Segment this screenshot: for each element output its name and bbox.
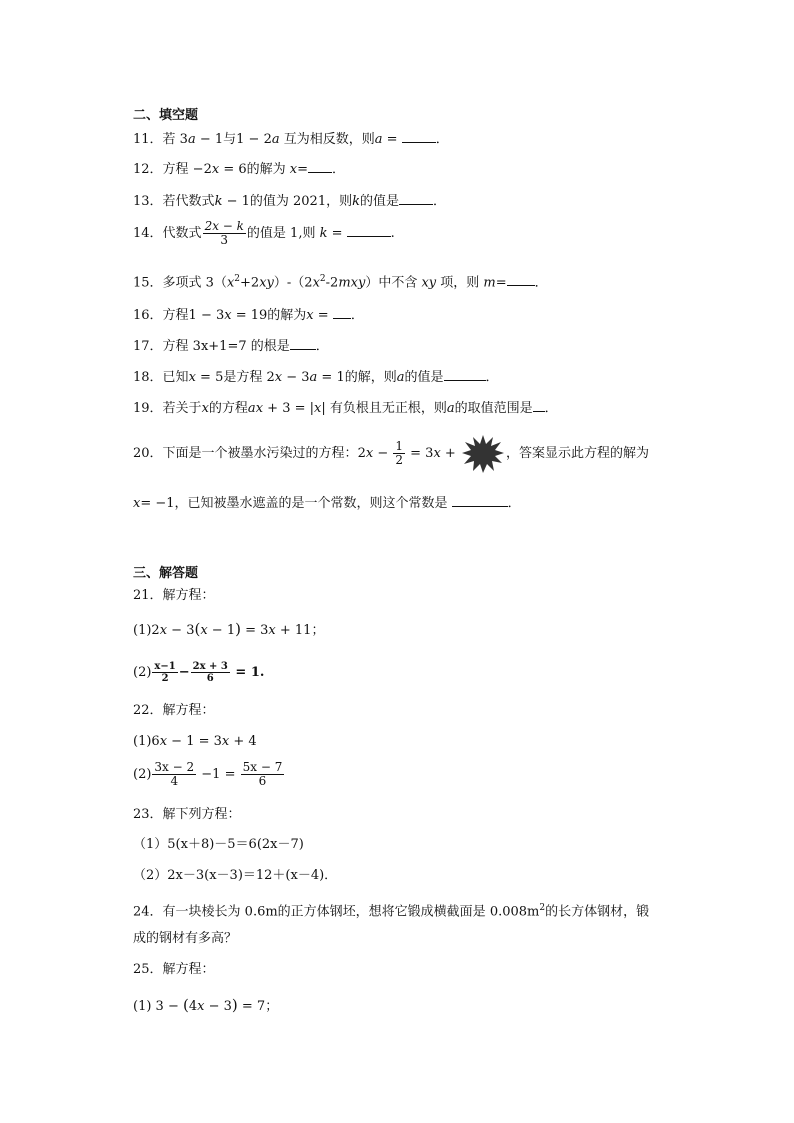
q21-text: 解方程：	[162, 588, 215, 603]
var-a: a	[187, 132, 196, 147]
q16-text: = 19的解为	[231, 308, 307, 323]
q11-text: − 1与1 − 2	[195, 132, 272, 147]
answer-blank[interactable]	[533, 399, 545, 412]
var-a: a	[271, 132, 280, 147]
fraction-denominator: 2	[395, 453, 403, 467]
q20-text: ．	[507, 496, 521, 511]
question-23	[133, 806, 241, 824]
q20-expr: 2	[357, 446, 366, 461]
q20-text: 下面是一个被墨水污染过的方程：	[162, 446, 358, 461]
q11-text: 若 3	[162, 132, 188, 147]
question-number: 12．	[133, 162, 163, 177]
question-21	[133, 587, 215, 605]
question-22-part-2	[133, 759, 285, 791]
q21-expr: (1)2	[133, 623, 160, 638]
q25-expr: 4	[188, 999, 198, 1014]
q11-text: =	[382, 132, 402, 147]
var-a: a	[247, 401, 256, 416]
var-x: x	[224, 308, 232, 323]
q12-text: =	[297, 162, 308, 177]
question-number: 14．	[133, 226, 163, 241]
question-12	[133, 160, 345, 179]
question-20	[133, 434, 649, 474]
q21-expr: (2)	[133, 665, 152, 680]
fraction-denominator: 2	[161, 673, 169, 684]
question-24	[133, 899, 649, 921]
answer-blank[interactable]	[290, 337, 316, 350]
q16-text: 方程1 − 3	[162, 308, 225, 323]
paren-close: )	[231, 996, 238, 1014]
question-number: 11．	[133, 132, 163, 147]
q21-expr: − 1	[207, 623, 236, 638]
question-number: 22．	[133, 703, 163, 718]
q20-text: = −1，已知被墨水遮盖的是一个常数，则这个常数是	[140, 496, 452, 511]
minus-sign: −	[178, 665, 190, 680]
var-a: a	[309, 370, 318, 385]
question-24-continued	[133, 930, 237, 948]
question-number: 16．	[133, 308, 163, 323]
question-16	[133, 306, 364, 325]
q22-text: 解方程：	[162, 703, 215, 718]
fraction	[152, 761, 196, 788]
q25-expr: (1) 3 −	[133, 999, 183, 1014]
fraction	[203, 220, 246, 247]
fraction-denominator: 3	[220, 233, 229, 247]
fraction-numerator: 2x + 3	[192, 661, 228, 672]
q15-text: -2	[325, 275, 339, 291]
q13-text: ．	[433, 194, 447, 209]
q22-expr: −1 =	[197, 767, 240, 782]
q12-text: ．	[332, 162, 346, 177]
q14-text: 的值是 1,则	[246, 226, 320, 241]
var-xy: xy	[421, 275, 437, 291]
q20-expr: +	[440, 446, 460, 461]
question-13	[133, 192, 446, 211]
fraction-numerator: 1	[395, 439, 403, 453]
question-number: 13．	[133, 194, 163, 209]
var-x: x	[197, 999, 205, 1014]
var-x: x	[255, 401, 264, 416]
var-mxy: mxy	[338, 275, 366, 291]
q14-text: 代数式	[162, 226, 202, 241]
answer-blank[interactable]	[507, 273, 535, 286]
answer-blank[interactable]	[444, 368, 486, 381]
answer-blank[interactable]	[333, 306, 351, 319]
var-x: x	[274, 370, 283, 385]
q20-expr: = 3	[406, 446, 434, 461]
q13-text: 的值是	[360, 194, 400, 209]
var-x: x	[306, 308, 314, 323]
q18-text: − 3	[282, 370, 310, 385]
q18-text: 已知	[162, 370, 189, 385]
var-x: x	[159, 734, 168, 749]
q21-expr: = 𝟏.	[230, 665, 265, 680]
var-x: x	[221, 734, 230, 749]
q25-text: 解方程：	[162, 962, 215, 977]
var-x: x	[211, 162, 220, 177]
q11-text: ．	[435, 132, 449, 147]
answer-blank[interactable]	[308, 160, 332, 173]
section-title-fill-in: 二、填空题	[133, 108, 199, 123]
q13-text: 若代数式	[162, 194, 215, 209]
q25-expr: − 3	[204, 999, 232, 1014]
exponent: 2	[539, 903, 546, 913]
q24-text: 的长方体钢材，锻	[545, 904, 650, 920]
q17-text: ．	[315, 339, 329, 354]
q15-text: ．	[534, 275, 548, 291]
q15-text: 多项式 3（	[162, 275, 227, 291]
q15-text: =	[495, 275, 507, 291]
q16-text: =	[313, 308, 333, 323]
q14-text: .	[390, 226, 395, 241]
fraction-numerator: 2x − k	[204, 219, 244, 233]
q20-text: ，答案显示此方程的解为	[505, 446, 649, 461]
fraction	[152, 661, 177, 684]
var-x: x	[201, 401, 209, 416]
q19-text: ．	[544, 401, 558, 416]
question-number: 18．	[133, 370, 163, 385]
var-x: x	[365, 446, 374, 461]
question-number: 20．	[133, 446, 163, 461]
q22-expr: (2)	[133, 767, 152, 782]
exponent: 2	[234, 274, 241, 284]
q15-text: 项，则	[436, 275, 484, 291]
question-18	[133, 368, 499, 387]
fraction-denominator: 4	[170, 774, 179, 788]
question-number: 15．	[133, 275, 163, 291]
question-15	[133, 270, 548, 292]
q11-text: 互为相反数，则	[279, 132, 375, 147]
var-x: x	[188, 370, 196, 385]
q22-expr: + 4	[229, 734, 257, 749]
question-25	[133, 961, 215, 979]
question-number: 19．	[133, 401, 163, 416]
paren-open: (	[182, 996, 189, 1014]
q18-text: ．	[485, 370, 499, 385]
var-m: m	[483, 275, 496, 291]
var-x: x	[159, 623, 168, 638]
var-x: x	[200, 623, 208, 638]
q24-text: 成的钢材有多高？	[133, 931, 238, 946]
var-x: x	[289, 162, 298, 177]
question-number: 21．	[133, 588, 163, 603]
q14-text: =	[327, 226, 347, 241]
fraction	[191, 661, 230, 684]
q20-expr: −	[373, 446, 393, 461]
q13-text: − 1的值为 2021，则	[222, 194, 353, 209]
q15-text: ）中不含	[365, 275, 422, 291]
var-k: k	[352, 194, 360, 209]
fraction	[393, 440, 405, 467]
q21-expr: + 11；	[275, 623, 325, 638]
var-x: x	[314, 401, 322, 416]
q16-text: ．	[350, 308, 364, 323]
question-22	[133, 702, 215, 720]
q25-expr: = 7；	[237, 999, 279, 1014]
question-number: 23．	[133, 807, 163, 822]
q23-expr: （2）2x－3(x－3)＝12＋(x－4)．	[133, 868, 338, 883]
question-number: 24．	[133, 904, 163, 920]
var-k: k	[214, 194, 223, 209]
fraction-denominator: 6	[206, 673, 214, 684]
paren-close: )	[235, 620, 241, 638]
ink-blot-icon	[462, 435, 504, 473]
var-a: a	[396, 370, 405, 385]
q23-expr: （1）5(x＋8)－5＝6(2x－7)	[133, 837, 304, 852]
var-a: a	[374, 132, 383, 147]
var-x: x	[268, 623, 276, 638]
q17-text: 方程 3x+1=7 的根是	[162, 339, 290, 354]
var-a: a	[446, 401, 455, 416]
question-21-part-1	[133, 620, 324, 640]
section-title-solve: 三、解答题	[133, 566, 199, 581]
fraction-numerator: 3x − 2	[154, 760, 195, 774]
q18-text: = 1的解，则	[317, 370, 397, 385]
q15-text: ）-（2	[273, 275, 313, 291]
var-xy: xy	[259, 275, 274, 291]
q19-text: 若关于	[162, 401, 202, 416]
q18-text: 的值是	[404, 370, 444, 385]
question-19	[133, 399, 558, 418]
question-11	[133, 130, 449, 149]
var-k: k	[319, 226, 328, 241]
exponent: 2	[319, 274, 326, 284]
question-20-continued	[133, 494, 521, 513]
question-21-part-2	[133, 659, 264, 687]
question-22-part-1	[133, 733, 257, 751]
var-x: x	[312, 275, 320, 291]
var-x: x	[133, 496, 141, 511]
q19-text: 的方程	[208, 401, 248, 416]
fraction-denominator: 6	[258, 774, 267, 788]
q22-expr: − 1 = 3	[167, 734, 222, 749]
answer-blank[interactable]	[402, 130, 436, 143]
var-x: x	[433, 446, 441, 461]
question-25-part-1	[133, 996, 278, 1016]
fraction	[241, 761, 285, 788]
q12-text: = 6的解为	[219, 162, 290, 177]
q21-expr: − 3	[167, 623, 195, 638]
question-14	[133, 219, 395, 249]
q18-text: = 5是方程 2	[195, 370, 275, 385]
q12-text: 方程 −2	[162, 162, 212, 177]
fraction-numerator: x−1	[154, 661, 176, 672]
answer-blank[interactable]	[347, 224, 391, 237]
q19-text: | 有负根且无正根，则	[321, 401, 447, 416]
q23-text: 解下列方程：	[162, 807, 241, 822]
answer-blank[interactable]	[452, 494, 508, 507]
fraction-numerator: 5x − 7	[242, 760, 283, 774]
q19-text: + 3 = |	[263, 401, 314, 416]
q19-text: 的取值范围是	[454, 401, 533, 416]
q22-expr: (1)6	[133, 734, 160, 749]
question-number: 17．	[133, 339, 163, 354]
q21-expr: = 3	[240, 623, 269, 638]
question-17	[133, 337, 329, 356]
question-23-part-1	[133, 836, 304, 854]
question-number: 25．	[133, 962, 163, 977]
q15-text: +2	[240, 275, 260, 291]
var-x: x	[226, 275, 235, 291]
paren-open: (	[194, 620, 201, 638]
q24-text: 有一块棱长为 0.6m的正方体钢坯，想将它锻成横截面是 0.008m	[162, 904, 540, 920]
answer-blank[interactable]	[399, 192, 433, 205]
question-23-part-2	[133, 867, 337, 885]
